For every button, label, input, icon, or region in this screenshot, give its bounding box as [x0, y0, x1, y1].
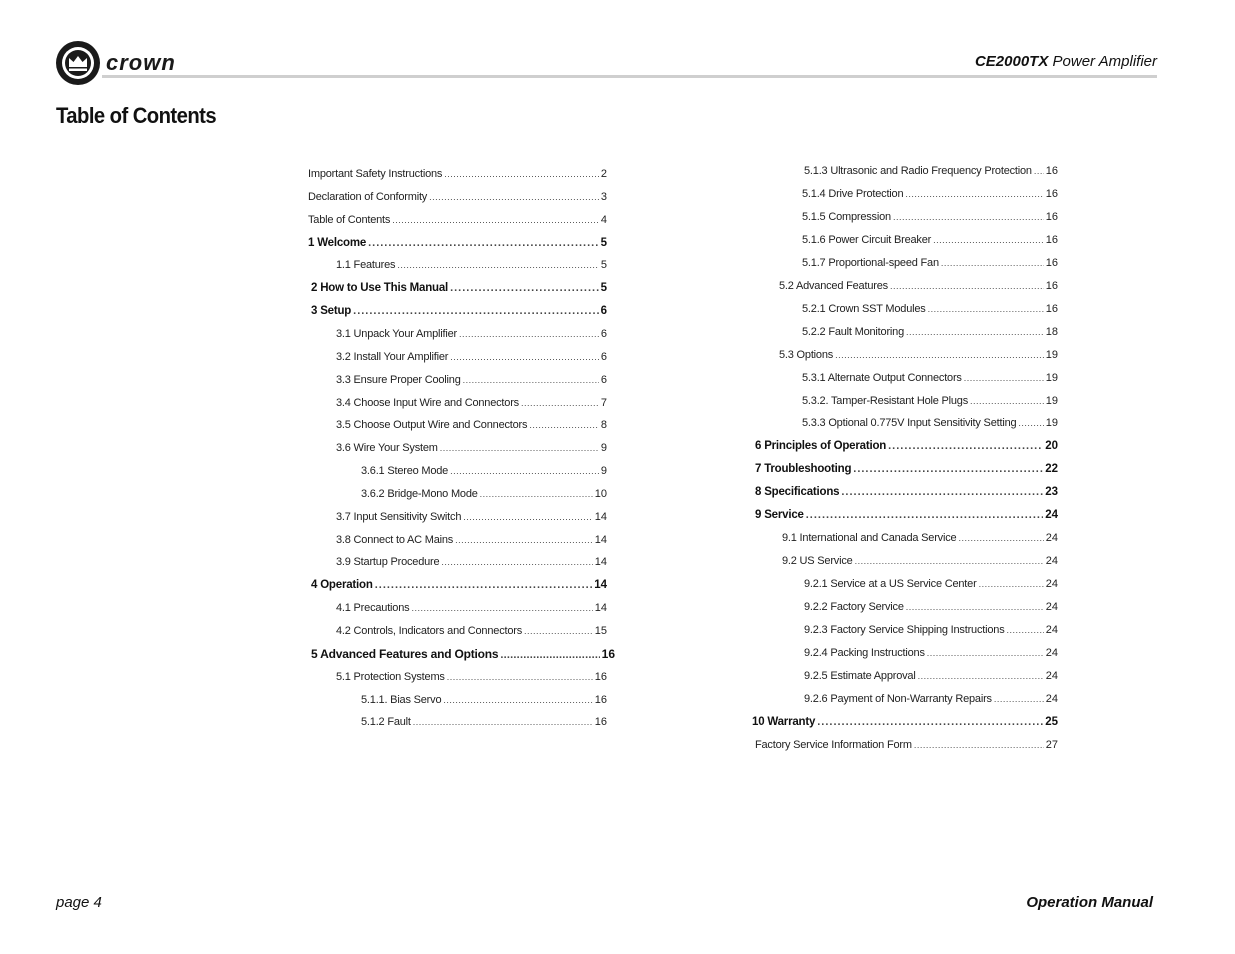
toc-entry-page: 24	[1045, 646, 1058, 659]
toc-entry-label: Table of Contents	[308, 213, 391, 226]
toc-leader-dots	[941, 255, 1044, 271]
toc-entry-label: 5.1.3 Ultrasonic and Radio Frequency Protection	[804, 165, 1032, 177]
toc-entry-label: 9.2.3 Factory Service Shipping Instructions	[804, 624, 1005, 636]
toc-entry-page: 14	[594, 533, 607, 546]
toc-leader-dots	[353, 303, 598, 319]
toc-entry-label: 9 Service	[755, 509, 804, 522]
toc-entry-label: 5 Advanced Features and Options	[311, 646, 499, 661]
toc-entry[interactable]	[802, 324, 1058, 340]
toc-leader-dots	[463, 372, 599, 388]
toc-entry-page: 16	[1045, 165, 1058, 177]
toc-entry-label: 5.2 Advanced Features	[779, 279, 888, 292]
toc-leader-dots	[463, 509, 593, 525]
toc-entry-page: 27	[1045, 738, 1058, 751]
toc-entry-page: 24	[1045, 555, 1058, 568]
toc-entry-page: 24	[1045, 601, 1058, 614]
toc-entry[interactable]	[361, 486, 607, 502]
page-title: Table of Contents	[56, 103, 217, 128]
toc-entry-label: 9.1 International and Canada Service	[782, 532, 957, 545]
toc-entry[interactable]	[802, 301, 1058, 317]
toc-entry-page: 7	[600, 396, 607, 409]
toc-leader-dots	[450, 349, 599, 365]
toc-entry-label: 9.2.6 Payment of Non-Warranty Repairs	[804, 692, 992, 705]
toc-entry-page: 16	[594, 716, 607, 729]
toc-entry-label: 4 Operation	[311, 579, 373, 592]
toc-leader-dots	[890, 278, 1044, 294]
toc-leader-dots	[450, 463, 599, 479]
toc-leader-dots	[933, 232, 1044, 248]
toc-entry-page: 14	[594, 556, 607, 569]
toc-leader-dots	[893, 209, 1044, 225]
toc-leader-dots	[429, 189, 599, 205]
toc-entry-page: 19	[1045, 348, 1058, 361]
toc-entry-page: 19	[1045, 371, 1058, 384]
toc-entry-label: 9.2.1 Service at a US Service Center	[804, 578, 977, 591]
toc-entry-page: 24	[1045, 578, 1058, 591]
toc-leader-dots	[928, 301, 1044, 317]
toc-entry-label: 3.8 Connect to AC Mains	[336, 533, 454, 546]
toc-entry[interactable]	[804, 163, 1058, 179]
toc-entry-label: 9.2.2 Factory Service	[804, 601, 904, 614]
toc-leader-dots	[521, 395, 599, 411]
toc-entry-page: 16	[594, 670, 607, 683]
toc-entry-page: 2	[600, 168, 607, 180]
toc-entry[interactable]	[311, 646, 615, 662]
toc-leader-dots	[441, 554, 592, 570]
toc-entry-page: 6	[600, 305, 607, 318]
toc-entry-label: 6 Principles of Operation	[755, 440, 887, 453]
toc-leader-dots	[1018, 415, 1043, 431]
toc-entry-page: 19	[1045, 417, 1058, 430]
toc-entry[interactable]	[755, 737, 1058, 753]
toc-leader-dots	[459, 326, 599, 342]
toc-entry[interactable]	[361, 714, 607, 730]
toc-leader-dots	[841, 484, 1043, 500]
toc-leader-dots	[964, 370, 1044, 386]
toc-leader-dots	[906, 599, 1044, 615]
toc-leader-dots	[392, 212, 599, 228]
model-name: CE2000TX	[974, 53, 1049, 70]
toc-leader-dots	[853, 461, 1043, 477]
toc-leader-dots	[855, 553, 1044, 569]
toc-entry-label: Factory Service Information Form	[755, 738, 912, 751]
toc-entry-label: 3.2 Install Your Amplifier	[336, 350, 449, 363]
toc-entry-page: 22	[1045, 463, 1058, 476]
toc-leader-dots	[440, 440, 599, 456]
toc-entry-label: 5.1.4 Drive Protection	[802, 187, 904, 200]
toc-entry-label: 7 Troubleshooting	[755, 463, 852, 476]
toc-leader-dots	[397, 257, 599, 273]
toc-entry-label: 4.2 Controls, Indicators and Connectors	[336, 625, 523, 637]
toc-entry[interactable]	[802, 393, 1058, 409]
toc-entry-label: 3.3 Ensure Proper Cooling	[336, 373, 461, 386]
toc-entry-page: 6	[600, 350, 607, 363]
toc-entry-page: 6	[600, 327, 607, 340]
toc-entry-page: 19	[1045, 394, 1058, 407]
toc-entry-label: 5.1.2 Fault	[361, 716, 411, 729]
toc-leader-dots	[529, 417, 599, 433]
toc-leader-dots	[368, 235, 599, 251]
toc-entry-page: 20	[1045, 440, 1058, 453]
toc-leader-dots	[906, 324, 1044, 340]
toc-leader-dots	[970, 393, 1044, 409]
toc-entry-page: 16	[1045, 210, 1058, 223]
toc-entry-label: Important Safety Instructions	[308, 168, 443, 180]
toc-entry-label: 3.1 Unpack Your Amplifier	[336, 327, 457, 340]
toc-leader-dots	[817, 714, 1043, 730]
toc-leader-dots	[443, 692, 592, 708]
toc-entry-label: 5.1.1. Bias Servo	[361, 693, 442, 706]
toc-entry[interactable]	[779, 347, 1058, 363]
toc-entry[interactable]	[752, 714, 1058, 730]
toc-entry-page: 5	[600, 236, 607, 249]
toc-entry-page: 24	[1045, 669, 1058, 682]
toc-entry[interactable]	[308, 189, 607, 205]
toc-entry-label: 5.3.2. Tamper-Resistant Hole Plugs	[802, 394, 969, 407]
toc-entry-label: 5.1 Protection Systems	[336, 670, 445, 683]
toc-entry-page: 16	[594, 693, 607, 706]
toc-entry[interactable]	[336, 417, 607, 433]
toc-entry[interactable]	[336, 669, 607, 685]
crown-logo-icon	[54, 39, 204, 87]
toc-leader-dots	[411, 600, 592, 616]
toc-entry-label: Declaration of Conformity	[308, 190, 428, 203]
toc-entry[interactable]	[336, 395, 607, 411]
toc-leader-dots	[1007, 622, 1044, 638]
toc-entry[interactable]	[804, 691, 1058, 707]
toc-entry[interactable]	[804, 668, 1058, 684]
toc-entry-page: 16	[1045, 233, 1058, 246]
toc-entry-label: 3.5 Choose Output Wire and Connectors	[336, 419, 528, 432]
toc-entry-page: 10	[594, 487, 607, 500]
toc-entry-label: 5.2.1 Crown SST Modules	[802, 302, 926, 315]
toc-entry-label: 3.6.2 Bridge-Mono Mode	[361, 487, 478, 500]
toc-entry-label: 5.3.3 Optional 0.775V Input Sensitivity Setting	[802, 417, 1017, 430]
toc-leader-dots	[888, 438, 1043, 454]
toc-leader-dots	[524, 623, 593, 639]
toc-entry[interactable]	[336, 326, 607, 342]
toc-entry[interactable]	[782, 553, 1058, 569]
toc-entry[interactable]	[804, 645, 1058, 661]
toc-entry-label: 2 How to Use This Manual	[311, 282, 449, 295]
page-number: page 4	[56, 894, 102, 911]
toc-leader-dots	[927, 645, 1044, 661]
toc-entry-label: 3.4 Choose Input Wire and Connectors	[336, 396, 519, 409]
toc-entry-page: 14	[594, 510, 607, 523]
toc-entry-label: 5.3.1 Alternate Output Connectors	[802, 371, 962, 384]
toc-entry-page: 14	[594, 602, 607, 615]
toc-entry-page: 16	[1045, 302, 1058, 315]
toc-entry-label: 4.1 Precautions	[336, 602, 410, 615]
toc-entry[interactable]	[336, 554, 607, 570]
toc-entry-page: 8	[600, 419, 607, 432]
toc-entry[interactable]	[755, 484, 1058, 500]
toc-entry-page: 16	[1045, 279, 1058, 292]
toc-entry[interactable]	[336, 349, 607, 365]
toc-entry[interactable]	[308, 235, 607, 251]
document-title	[975, 53, 1157, 70]
brand-wordmark: crown	[106, 50, 176, 75]
toc-entry-page: 24	[1045, 624, 1058, 636]
toc-entry[interactable]	[802, 232, 1058, 248]
product-name: Power Amplifier	[1052, 53, 1157, 70]
toc-entry-label: 5.1.6 Power Circuit Breaker	[802, 233, 932, 246]
toc-entry[interactable]	[802, 255, 1058, 271]
toc-entry[interactable]	[336, 623, 607, 639]
toc-entry-page: 9	[600, 465, 607, 478]
toc-entry-label: 10 Warranty	[752, 715, 816, 728]
toc-entry-label: 3.7 Input Sensitivity Switch	[336, 510, 462, 523]
toc-entry-page: 5	[600, 282, 607, 295]
toc-leader-dots	[444, 166, 599, 182]
toc-entry[interactable]	[804, 622, 1058, 638]
toc-leader-dots	[835, 347, 1044, 363]
toc-leader-dots	[447, 669, 593, 685]
toc-entry-page: 6	[600, 373, 607, 386]
toc-entry[interactable]	[802, 415, 1058, 431]
toc-entry[interactable]	[361, 463, 607, 479]
toc-entry[interactable]	[336, 532, 607, 548]
toc-leader-dots	[905, 186, 1043, 202]
toc-entry-page: 24	[1045, 532, 1058, 545]
toc-entry[interactable]	[755, 461, 1058, 477]
toc-leader-dots	[450, 280, 599, 296]
header-rule	[102, 75, 1157, 78]
toc-leader-dots	[413, 714, 593, 730]
toc-entry[interactable]	[802, 370, 1058, 386]
toc-entry[interactable]	[336, 509, 607, 525]
toc-leader-dots	[480, 486, 593, 502]
toc-leader-dots	[914, 737, 1044, 753]
toc-entry[interactable]	[755, 438, 1058, 454]
toc-entry-page: 15	[594, 625, 607, 637]
toc-entry[interactable]	[804, 599, 1058, 615]
toc-entry[interactable]	[336, 440, 607, 456]
toc-entry[interactable]	[308, 166, 607, 182]
toc-entry-label: 3.9 Startup Procedure	[336, 556, 440, 569]
toc-entry-page: 23	[1045, 486, 1058, 499]
toc-leader-dots	[994, 691, 1044, 707]
toc-entry-label: 5.1.5 Compression	[802, 210, 891, 223]
toc-entry[interactable]	[311, 303, 607, 319]
toc-entry[interactable]	[802, 209, 1058, 225]
toc-entry-page: 16	[1045, 256, 1058, 269]
toc-entry-label: 9.2 US Service	[782, 555, 853, 568]
toc-leader-dots	[455, 532, 593, 548]
toc-entry[interactable]	[755, 507, 1058, 523]
toc-entry-page: 25	[1045, 715, 1058, 728]
toc-entry-label: 5.1.7 Proportional-speed Fan	[802, 256, 939, 269]
toc-entry-page: 24	[1045, 509, 1058, 522]
toc-entry-label: 9.2.4 Packing Instructions	[804, 646, 925, 659]
toc-entry-page: 3	[600, 190, 607, 203]
toc-entry[interactable]	[336, 257, 607, 273]
toc-entry[interactable]	[311, 577, 607, 593]
toc-leader-dots	[500, 647, 599, 662]
toc-leader-dots	[918, 668, 1044, 684]
toc-entry[interactable]	[311, 280, 607, 296]
toc-entry-label: 1 Welcome	[308, 236, 367, 249]
toc-entry[interactable]	[782, 530, 1058, 546]
toc-entry-page: 24	[1045, 692, 1058, 705]
toc-leader-dots	[806, 507, 1043, 523]
toc-entry[interactable]	[804, 576, 1058, 592]
toc-entry-label: 5.2.2 Fault Monitoring	[802, 325, 904, 338]
toc-entry-label: 3.6 Wire Your System	[336, 442, 438, 455]
toc-leader-dots	[958, 530, 1043, 546]
manual-label: Operation Manual	[1026, 894, 1153, 911]
toc-entry-label: 8 Specifications	[755, 486, 840, 499]
toc-entry[interactable]	[336, 600, 607, 616]
toc-leader-dots	[1034, 163, 1044, 179]
crown-logo	[54, 39, 204, 87]
toc-entry-page: 16	[601, 646, 615, 661]
toc-entry-page: 16	[1045, 187, 1058, 200]
toc-entry[interactable]	[361, 692, 607, 708]
toc-entry-label: 9.2.5 Estimate Approval	[804, 669, 916, 682]
toc-entry[interactable]	[802, 186, 1058, 202]
toc-entry-page: 14	[594, 579, 607, 592]
toc-entry[interactable]	[308, 212, 607, 228]
toc-entry[interactable]	[336, 372, 607, 388]
toc-entry-page: 5	[600, 259, 607, 272]
toc-entry-page: 18	[1045, 325, 1058, 338]
toc-leader-dots	[979, 576, 1044, 592]
toc-entry[interactable]	[779, 278, 1058, 294]
toc-entry-label: 1.1 Features	[336, 259, 396, 272]
toc-entry-label: 3 Setup	[311, 305, 352, 318]
toc-entry-page: 4	[600, 213, 607, 226]
toc-entry-label: 3.6.1 Stereo Mode	[361, 465, 449, 478]
toc-entry-label: 5.3 Options	[779, 348, 834, 361]
toc-leader-dots	[375, 577, 593, 593]
toc-entry-page: 9	[600, 442, 607, 455]
